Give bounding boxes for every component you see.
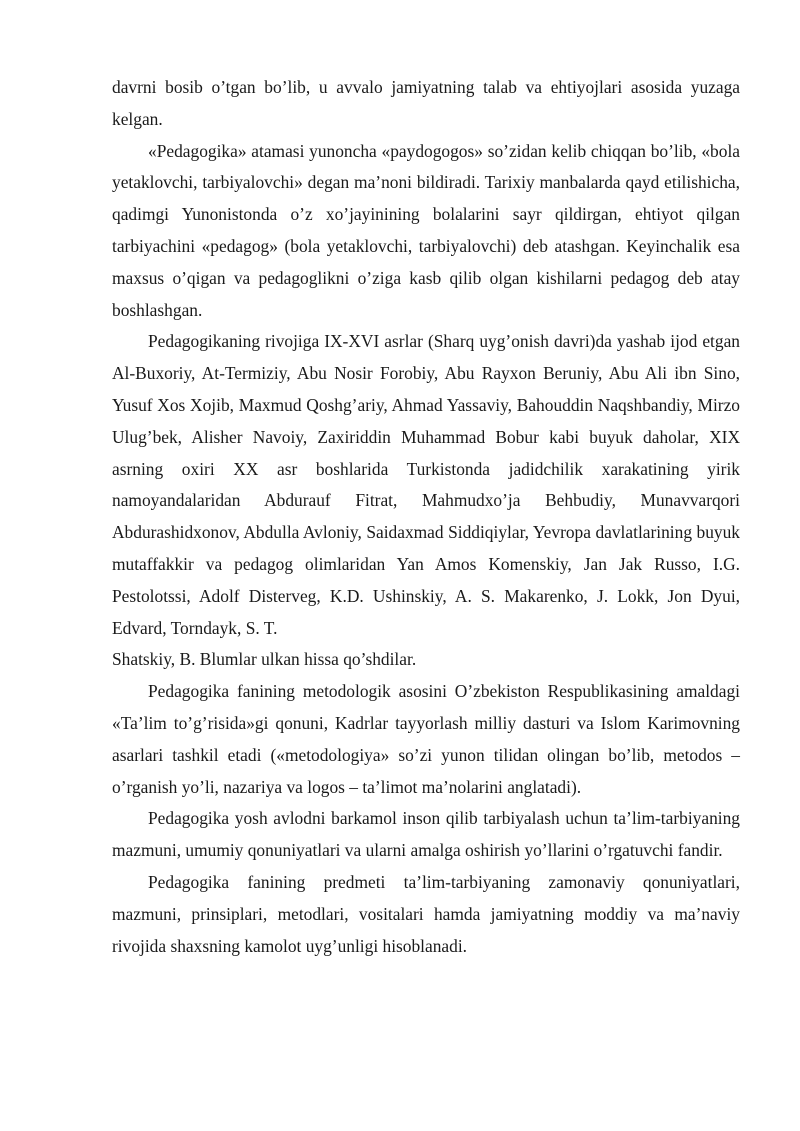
paragraph-definition: Pedagogika yosh avlodni barkamol inson qilib tarbiyalash uchun ta’lim-tarbiyaning mazmuni, umumiy qonuniyatlari va ularni amalga oshirish yo’llarini o’rgatuvchi fandir. bbox=[112, 808, 740, 861]
paragraph-pedagogika-etymology: «Pedagogika» atamasi yunoncha «paydogogos» so’zidan kelib chiqqan bo’lib, «bola yetaklovchi, tarbiyalovchi» degan ma’noni bildiradi. Tarixiy manbalarda qayd etilishicha, qadimgi Yunonistonda o’z xo’jayinining bolalarini sayr qildirgan, ehtiyot qilgan tarbiyachini «pedagog» (bola yetaklovchi, tarbiyalovchi) deb atashgan. Keyinchalik esa maxsus o’qigan va pedagoglikni o’ziga kasb qilib olgan kishilarni pedagog deb atay boshlashgan. bbox=[112, 140, 740, 320]
paragraph-subject: Pedagogika fanining predmeti ta’lim-tarbiyaning zamonaviy qonuniyatlari, mazmuni, prinsiplari, metodlari, vositalari hamda jamiyatning moddiy va ma’naviy rivojida shaxsning kamolot uyg’unligi hisoblanadi. bbox=[112, 871, 740, 956]
paragraph-pedagogika-history: Pedagogikaning rivojiga IX-XVI asrlar (Sharq uyg’onish davri)da yashab ijod etgan Al-Buxoriy, At-Termiziy, Abu Nosir Forobiy, Abu Rayxon Beruniy, Abu Ali ibn Sino, Yusuf Xos Xojib, Maxmud Qoshg’ariy, Ahmad Yassaviy, Bahouddin Naqshbandiy, Mirzo Ulug’bek, Alisher Navoiy, Zaxiriddin Muhammad Bobur kabi buyuk daholar, XIX asrning oxiri XX asr boshlarida Turkistonda jadidchilik xarakatining yirik namoyandalaridan Abdurauf Fitrat, Mahmudxo’ja Behbudiy, Munavvarqori Abdurashidxonov, Abdulla Avloniy, Saidaxmad Siddiqiylar, Yevropa davlatlarining buyuk mutaffakkir va pedagog olimlaridan Yan Amos Komenskiy, Jan Jak Russo, I.G. Pestolotssi, Adolf Disterveg, K.D. Ushinskiy, A. S. Makarenko, J. Lokk, Jon Dyui, Edvard, Torndayk, S. T. bbox=[112, 331, 740, 638]
paragraph-continuation: davrni bosib o’tgan bo’lib, u avvalo jamiyatning talab va ehtiyojlari asosida yuzaga kelgan. bbox=[112, 77, 740, 129]
paragraph-shatskiy-line: Shatskiy, B. Blumlar ulkan hissa qo’shdilar. bbox=[112, 649, 417, 670]
document-page bbox=[112, 72, 740, 962]
paragraph-methodology: Pedagogika fanining metodologik asosini O’zbekiston Respublikasining amaldagi «Ta’lim to’g’risida»gi qonuni, Kadrlar tayyorlash milliy dasturi va Islom Karimovning asarlari tashkil etadi («metodologiya» so’zi yunon tilidan olingan bo’lib, metodos – o’rganish yo’li, nazariya va logos – ta’limot ma’nolarini anglatadi). bbox=[112, 681, 740, 797]
